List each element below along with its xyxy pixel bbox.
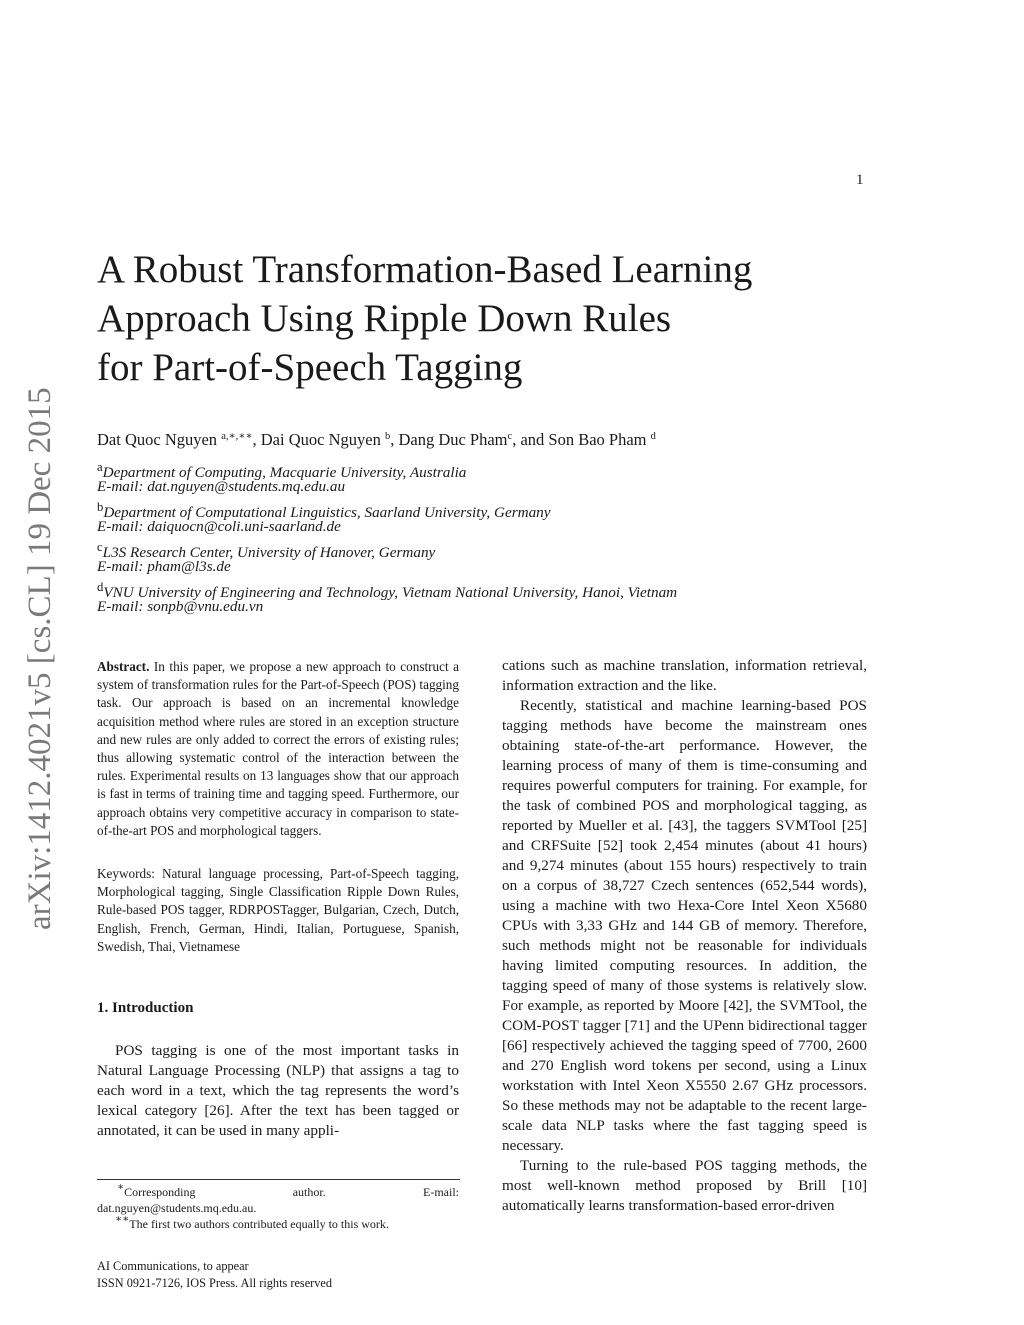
affiliation-sup: b bbox=[97, 500, 104, 514]
page-number: 1 bbox=[856, 172, 864, 188]
footnote-rule bbox=[97, 1179, 460, 1180]
author-name: , Dai Quoc Nguyen bbox=[252, 430, 381, 449]
footnote-1: ∗Corresponding author. E-mail: bbox=[117, 1182, 459, 1199]
abstract-text: In this paper, we propose a new approach to construct a system of transformation rules for the Part-of-Speech (POS) tagging task. Our approach is based on an incremental knowledge acquisition method where rules are stored in an exception structure and new rules are only added to correct the errors of existing rules; thus allowing systematic control of the interaction between the rules. Experimental results on 13 languages show that our approach is fast in terms of training time and tagging speed. Furthermore, our approach obtains very competitive accuracy in comparison to state-of-the-art POS and morphological taggers. bbox=[97, 659, 459, 838]
footnotes bbox=[97, 1184, 459, 1232]
author-name: , Dang Duc Pham bbox=[390, 430, 508, 449]
journal-line: ISSN 0921-7126, IOS Press. All rights reserved bbox=[97, 1276, 332, 1290]
author-name: Dat Quoc Nguyen bbox=[97, 430, 218, 449]
journal-info bbox=[97, 1258, 332, 1292]
title-line-1: A Robust Transformation-Based Learning bbox=[97, 248, 753, 291]
affiliation-dept: $^b$Department of Computational Linguistics, Saarland University, Germany bbox=[97, 500, 551, 522]
affiliation-sup: a bbox=[97, 460, 103, 474]
right-paragraph: Turning to the rule-based POS tagging methods, the most well-known method proposed by Brill [10] automatically learns transformation-based error-driven bbox=[502, 1157, 867, 1214]
journal-line: AI Communications, to appear bbox=[97, 1259, 249, 1273]
author-name: , and Son Bao Pham bbox=[512, 430, 647, 449]
right-paragraph: Recently, statistical and machine learning-based POS tagging methods have become the mainstream ones obtaining state-of-the-art performance. However, the learning process of many of them is time-consuming and requires powerful computers for training. For example, for the task of combined POS and morphological tagging, as reported by Mueller et al. [43], the taggers SVMTool [25] and CRFSuite [52] took 2,454 minutes (about 41 hours) and 9,274 minutes (about 155 hours) respectively to train on a corpus of 38,727 Czech sentences (652,544 words), using a machine with two Hexa-Core Intel Xeon X5680 CPUs with 3,33 GHz and 144 GB of memory. Therefore, such methods might not be reasonable for individuals having limited computing resources. In addition, the tagging speed of many of those systems is relatively slow. For example, as reported by Moore [42], the SVMTool, the COM-POST tagger [71] and the UPenn bidirectional tagger [66] respectively achieved the tagging speed of 7700, 2600 and 270 English word tokens per second, using a Linux workstation with Intel Xeon X5550 2.67 GHz processors. So these methods may not be adaptable to the recent large-scale data NLP tasks where the fast tagging speed is necessary. bbox=[502, 697, 867, 1154]
author-sup: a,∗,∗∗ bbox=[221, 431, 253, 442]
abstract-label: Abstract. bbox=[97, 659, 150, 674]
title-line-3: for Part-of-Speech Tagging bbox=[97, 346, 523, 389]
footnote-email: dat.nguyen@students.mq.edu.au. bbox=[97, 1201, 257, 1215]
arxiv-side-stamp: arXiv:1412.4021v5 [cs.CL] 19 Dec 2015 bbox=[22, 387, 58, 930]
intro-paragraph: POS tagging is one of the most important tasks in Natural Language Processing (NLP) that assigns a tag to each word in a text, which the tag represents the word’s lexical category [26]. After the text has been tagged or annotated, it can be used in many appli- bbox=[97, 1042, 459, 1139]
affiliations bbox=[97, 457, 797, 617]
affiliation-dept: $^a$Department of Computing, Macquarie University, Australia bbox=[97, 460, 467, 482]
section-heading: 1. Introduction bbox=[97, 1000, 194, 1016]
author-list bbox=[97, 430, 656, 450]
affiliation-sup: d bbox=[97, 580, 104, 594]
author-sup: b bbox=[384, 431, 391, 442]
footnote-2: ∗∗The first two authors contributed equally to this work. bbox=[115, 1214, 389, 1231]
title-line-2: Approach Using Ripple Down Rules bbox=[97, 297, 672, 340]
author-sup: d bbox=[650, 431, 656, 442]
right-paragraph: cations such as machine translation, information retrieval, information extraction and the like. bbox=[502, 657, 867, 694]
affiliation-dept: $^d$VNU University of Engineering and Technology, Vietnam National University, Hanoi, Vietnam bbox=[97, 580, 678, 602]
affiliation-dept: $^c$L3S Research Center, University of Hanover, Germany bbox=[97, 540, 436, 562]
affiliation-email: E-mail: pham@l3s.de bbox=[97, 558, 231, 575]
affiliation-email: E-mail: sonpb@vnu.edu.vn bbox=[97, 598, 264, 615]
affiliation-email: E-mail: dat.nguyen@students.mq.edu.au bbox=[97, 478, 346, 495]
affiliation-sup: c bbox=[97, 540, 103, 554]
author-sup: c bbox=[507, 431, 513, 442]
right-column bbox=[502, 656, 867, 1216]
abstract bbox=[97, 658, 459, 840]
affiliation-email: E-mail: daiquocn@coli.uni-saarland.de bbox=[97, 518, 341, 535]
keywords: Keywords: Natural language processing, Part-of-Speech tagging, Morphological tagging, Single Classification Ripple Down Rules, Rule-based POS tagger, RDRPOSTagger, Bulgarian, Czech, Dutch, English, French, German, Hindi, Italian, Portuguese, Spanish, Swedish, Thai, Vietnamese bbox=[97, 866, 459, 954]
paper-title bbox=[97, 245, 857, 392]
